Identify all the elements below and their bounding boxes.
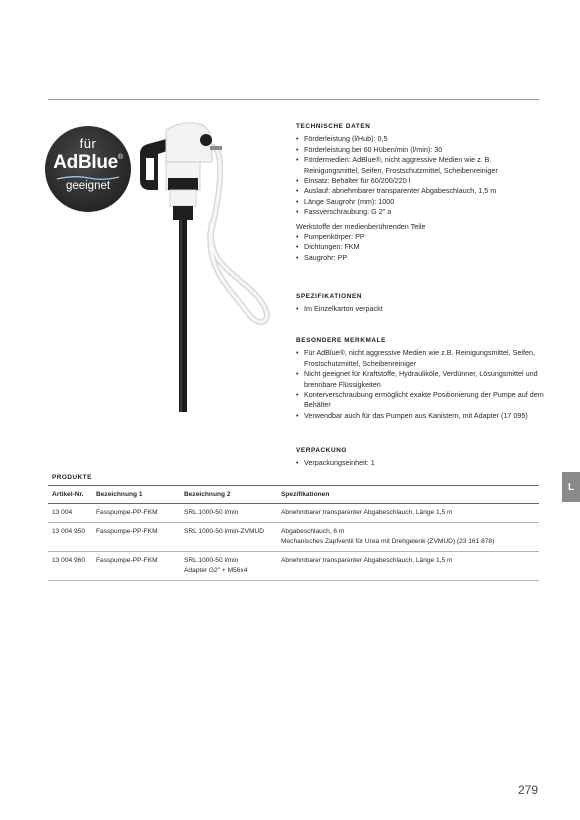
specification [277,504,539,523]
badge-bottom-text: geeignet [65,180,111,192]
specification [277,552,539,581]
designation-2 [180,504,277,523]
specification-line: Abgabeschlauch, 6 m [281,528,345,535]
list-item: • Fassverschraubung: G 2" a [296,207,546,217]
specification-line: Mechanisches Zapfventil für Urea mit Drehgelenk (ZVMUD) (23 161 878) [281,538,495,545]
column-header: Bezeichnung 1 [92,486,180,504]
list-item: • Auslauf: abnehmbarer transparenter Abgabeschlauch, 1,5 m [296,186,546,196]
badge-reg-mark: ® [117,154,123,161]
badge-brand-name: AdBlue [53,152,118,173]
list-item: • Nicht geeignet für Kraftstoffe, Hydrauliköle, Verdünner, Lösungsmittel und brennbare Flüssigkeiten [296,369,546,390]
top-rule [48,99,539,100]
designation-2-line: SRL 1000-50 l/min [184,509,239,516]
column-header: Bezeichnung 2 [180,486,277,504]
designation-2 [180,552,277,581]
materials-intro: Werkstoffe der medienberührenden Teile [296,221,426,231]
section-tab-l[interactable]: L [562,472,580,502]
list-item: • Saugrohr: PP [296,253,546,263]
specifications-list [296,304,546,314]
column-header: Artikel-Nr. [48,486,92,504]
designation-2 [180,523,277,552]
list-item: • Dichtungen: FKM [296,242,546,252]
designation-1: Fasspumpe-PP-FKM [92,523,180,552]
packaging-section [296,446,546,469]
list-item: • Länge Saugrohr (mm): 1000 [296,197,546,207]
technical-data-list [296,134,546,217]
column-header: Spezifikationen [277,486,539,504]
adblue-badge-logo [45,126,131,212]
table-row [48,504,539,523]
designation-1: Fasspumpe-PP-FKM [92,504,180,523]
list-item: • Konterverschraubung ermöglicht exakte Positionierung der Pumpe auf dem Behälter [296,390,546,411]
list-item: • Verpackungseinheit: 1 [296,458,546,468]
technical-data-section [296,122,546,263]
specification-line: Abnehmbarer transparenter Abgabeschlauch, Länge 1,5 m [281,557,453,564]
materials-list [296,232,546,263]
list-item: • Für AdBlue®, nicht aggressive Medien wie z.B. Reinigungsmittel, Seifen, Frostschutzmittel, Scheibenreiniger [296,348,546,369]
features-list [296,348,546,421]
specification-line: Abnehmbarer transparenter Abgabeschlauch, Länge 1,5 m [281,509,453,516]
features-heading: BESONDERE MERKMALE [296,337,386,344]
packaging-heading: VERPACKUNG [296,447,347,454]
list-item: • Fördermedien: AdBlue®, nicht aggressive Medien wie z. B. Reinigungsmittel, Seifen, Frostschutzmittel, Scheibenreiniger [296,155,546,176]
designation-2-line: Adapter G2" + M56x4 [184,567,248,574]
pump-image [130,118,290,418]
specifications-section [296,292,546,315]
list-item: • Förderleistung bei 60 Hüben/min (l/min): 30 [296,145,546,155]
list-item: • Förderleistung (l/Hub): 0,5 [296,134,546,144]
table-header-row [48,486,539,504]
designation-1: Fasspumpe-PP-FKM [92,552,180,581]
table-row [48,552,539,581]
table-row [48,523,539,552]
list-item: • Pumpenkörper: PP [296,232,546,242]
packaging-list [296,458,546,468]
products-title: PRODUKTE [52,474,92,481]
article-number: 13 004 960 [48,552,92,581]
list-item: • Einsatz: Behälter für 60/200/220 l [296,176,546,186]
features-section [296,336,546,421]
list-item: • Verwendbar auch für das Pumpen aus Kanistern, mit Adapter (17 095) [296,411,546,421]
page-number: 279 [518,783,539,797]
badge-brand-text [45,152,131,174]
list-item: • Im Einzelkarton verpackt [296,304,546,314]
specification [277,523,539,552]
products-table [48,485,539,581]
article-number: 13 004 [48,504,92,523]
badge-top-text: für [79,136,97,151]
designation-2-line: SRL 1000-50 l/min [184,557,239,564]
specifications-heading: SPEZIFIKATIONEN [296,293,363,300]
technical-data-heading: TECHNISCHE DATEN [296,123,371,130]
article-number: 13 004 950 [48,523,92,552]
designation-2-line: SRL 1000-50 l/min-ZVMUD [184,528,265,535]
